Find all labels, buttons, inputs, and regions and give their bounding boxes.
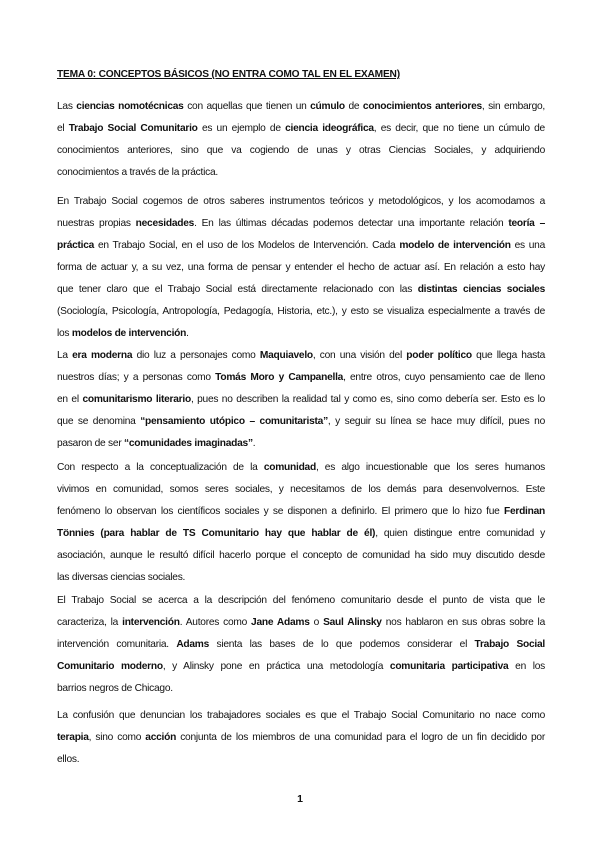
body-paragraph xyxy=(57,191,545,345)
text-run: dio luz a personajes como xyxy=(132,350,260,361)
text-run: La confusión que denuncian los trabajadores sociales es que el Trabajo Social Comunitario no nace como xyxy=(57,710,545,721)
text-run: nos hablaron en sus obras sobre la xyxy=(381,617,545,628)
bold-term: Saul Alinsky xyxy=(323,617,382,628)
paragraph-text xyxy=(57,345,545,455)
bold-term: poder político xyxy=(406,350,472,361)
paragraph-text xyxy=(57,590,545,700)
text-run: (Sociología, Psicología, Antropología, Pedagogía, Historia, etc.), y esto se visualiza especialmente a través de xyxy=(57,306,545,317)
bold-term: Tomás Moro y Campanella xyxy=(215,372,344,383)
text-run: sienta las bases de lo que podemos considerar el xyxy=(209,639,475,650)
text-line xyxy=(57,634,545,656)
bold-term: Maquiavelo xyxy=(259,350,313,361)
text-run: de xyxy=(344,101,363,112)
body-paragraph xyxy=(57,96,545,184)
text-run: o xyxy=(309,617,324,628)
text-line xyxy=(57,678,545,700)
text-line xyxy=(57,457,545,479)
text-run: que llega hasta xyxy=(471,350,545,361)
text-run: vivimos en comunidad, somos seres sociales, y necesitamos de los demás para desenvolvernos. Este xyxy=(57,484,545,495)
paragraph-text xyxy=(57,705,545,771)
text-line xyxy=(57,727,545,749)
text-run: La xyxy=(57,350,73,361)
bold-term: era moderna xyxy=(72,350,133,361)
text-line xyxy=(57,523,545,545)
text-run: asociación, aunque le resultó difícil hacerlo porque el concepto de comunidad ha sido muy discutido desde xyxy=(57,550,545,561)
text-line xyxy=(57,301,545,323)
text-run: caracteriza, la xyxy=(57,617,123,628)
text-line xyxy=(57,162,545,184)
bold-term: terapia xyxy=(57,732,89,743)
text-run: Con respecto a la conceptualización de la xyxy=(57,462,264,473)
body-paragraph xyxy=(57,705,545,771)
text-run: , quien distingue entre comunidad y xyxy=(375,528,545,539)
text-line xyxy=(57,501,545,523)
text-run: , con una visión del xyxy=(312,350,407,361)
text-line xyxy=(57,140,545,162)
text-line xyxy=(57,257,545,279)
text-line xyxy=(57,705,545,727)
text-run: , entre otros, cuyo pensamiento cae de lleno xyxy=(343,372,545,383)
text-line xyxy=(57,411,545,433)
text-run: las diversas ciencias sociales. xyxy=(57,572,186,583)
bold-term: Adams xyxy=(176,639,210,650)
text-line xyxy=(57,389,545,411)
text-line xyxy=(57,118,545,140)
text-run: , pues no describen la realidad tal y como es, sino como debería ser. Esto es lo xyxy=(190,394,545,405)
bold-term: modelos de intervención xyxy=(71,328,187,339)
text-run: pasaron de ser xyxy=(57,438,125,449)
text-line xyxy=(57,279,545,301)
bold-term: ciencia ideográfica xyxy=(285,123,374,134)
text-line xyxy=(57,433,545,455)
text-run: en los xyxy=(508,661,546,672)
text-run: fenómeno lo observan los científicos sociales y se disponen a definirlo. El primero que lo hizo fue xyxy=(57,506,504,517)
bold-term: Ferdinan xyxy=(503,506,545,517)
body-paragraph xyxy=(57,590,545,700)
bold-term: teoría – xyxy=(508,218,545,229)
text-run: es un ejemplo de xyxy=(197,123,286,134)
text-run: En Trabajo Social cogemos de otros saberes instrumentos teóricos y metodológicos, y los acomodamos a xyxy=(57,196,545,207)
bold-term: modelo de intervención xyxy=(399,240,511,251)
bold-term: necesidades xyxy=(135,218,195,229)
text-run: que se denomina xyxy=(57,416,141,427)
text-line xyxy=(57,345,545,367)
text-run: . xyxy=(186,328,189,339)
bold-term: Trabajo Social Comunitario xyxy=(68,123,198,134)
text-run: barrios negros de Chicago. xyxy=(57,683,173,694)
text-run: en el xyxy=(57,394,83,405)
bold-term: Comunitario moderno xyxy=(57,661,163,672)
document-title: TEMA 0: CONCEPTOS BÁSICOS (NO ENTRA COMO TAL EN EL EXAMEN) xyxy=(57,69,400,80)
text-run: conjunta de los miembros de una comunidad para el logro de un fin decidido por xyxy=(176,732,545,743)
bold-term: “comunidades imaginadas” xyxy=(124,438,253,449)
text-run: intervención comunitaria. xyxy=(57,639,177,650)
body-paragraph xyxy=(57,457,545,589)
bold-term: cúmulo xyxy=(310,101,345,112)
bold-term: comunitaria participativa xyxy=(389,661,509,672)
text-run: , sino como xyxy=(88,732,146,743)
text-run: el xyxy=(57,123,69,134)
text-line xyxy=(57,213,545,235)
text-run: conocimientos anteriores, sino que va cogiendo de unas y otras Ciencias Sociales, y adquiriendo xyxy=(57,145,545,156)
page-number: 1 xyxy=(297,793,303,805)
text-line xyxy=(57,479,545,501)
paragraph-text xyxy=(57,96,545,184)
bold-term: Trabajo Social xyxy=(474,639,545,650)
text-run: es una xyxy=(510,240,545,251)
bold-term: comunidad xyxy=(263,462,316,473)
bold-term: comunitarismo literario xyxy=(82,394,191,405)
body-paragraph xyxy=(57,345,545,455)
paragraph-text xyxy=(57,191,545,345)
text-run: Las xyxy=(57,101,77,112)
bold-term: Tönnies (para hablar de TS Comunitario hay que hablar de él) xyxy=(57,528,376,539)
text-run: , y seguir su línea se hace muy difícil, pues no xyxy=(327,416,545,427)
text-run: , y Alinsky pone en práctica una metodología xyxy=(162,661,390,672)
text-run: , es algo incuestionable que los seres humanos xyxy=(315,462,545,473)
text-run: , sin embargo, xyxy=(481,101,545,112)
text-line xyxy=(57,191,545,213)
bold-term: intervención xyxy=(122,617,180,628)
bold-term: “pensamiento utópico – comunitarista” xyxy=(140,416,328,427)
text-run: que tener claro que el Trabajo Social está directamente relacionado con las xyxy=(57,284,418,295)
text-run: . Autores como xyxy=(179,617,252,628)
text-run: conocimientos a través de la práctica. xyxy=(57,167,218,178)
text-run: nuestras propias xyxy=(57,218,136,229)
text-line xyxy=(57,749,545,771)
paragraph-text xyxy=(57,457,545,589)
text-line xyxy=(57,323,545,345)
text-run: . En las últimas décadas podemos detectar una importante relación xyxy=(194,218,509,229)
text-run: con aquellas que tienen un xyxy=(183,101,311,112)
text-line xyxy=(57,96,545,118)
text-line xyxy=(57,612,545,634)
text-run: forma de actuar y, a su vez, una forma de pensar y entender el hecho de actuar así. En relación a esto hay xyxy=(57,262,545,273)
text-run: en Trabajo Social, en el uso de los Modelos de Intervención. Cada xyxy=(94,240,400,251)
text-line xyxy=(57,656,545,678)
text-run: ellos. xyxy=(57,754,80,765)
text-line xyxy=(57,367,545,389)
bold-term: conocimientos anteriores xyxy=(362,101,482,112)
bold-term: ciencias nomotécnicas xyxy=(76,101,184,112)
bold-term: práctica xyxy=(57,240,95,251)
text-line xyxy=(57,545,545,567)
text-run: El Trabajo Social se acerca a la descripción del fenómeno comunitario desde el punto de vista que le xyxy=(57,595,545,606)
text-line xyxy=(57,567,545,589)
text-line xyxy=(57,590,545,612)
bold-term: Jane Adams xyxy=(251,617,310,628)
text-run: , es decir, que no tiene un cúmulo de xyxy=(373,123,545,134)
bold-term: distintas ciencias sociales xyxy=(417,284,545,295)
text-run: los xyxy=(57,328,72,339)
bold-term: acción xyxy=(145,732,177,743)
text-run: . xyxy=(252,438,256,449)
text-run: nuestros días; y a personas como xyxy=(57,372,216,383)
text-line xyxy=(57,235,545,257)
